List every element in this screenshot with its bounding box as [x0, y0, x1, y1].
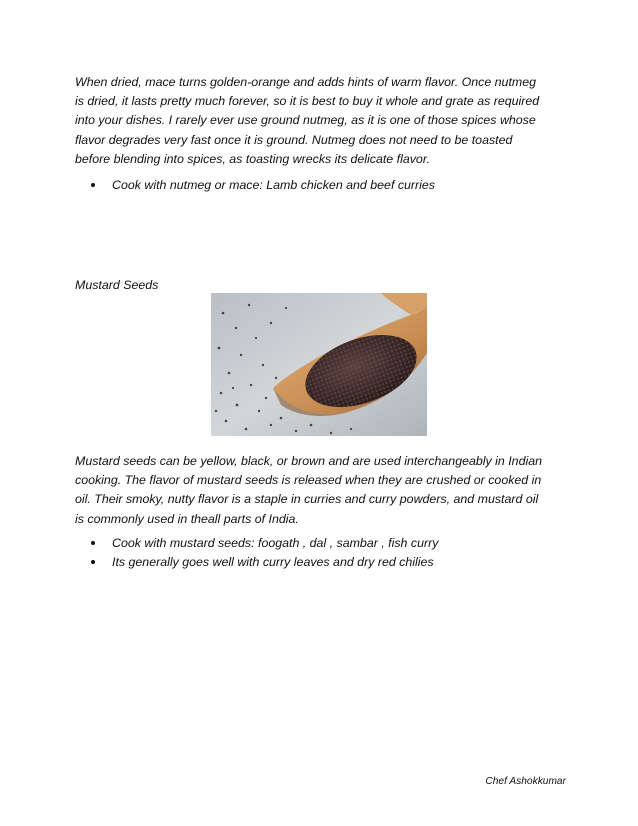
footer-author: Chef Ashokkumar — [485, 776, 566, 787]
mace-paragraph — [75, 73, 570, 169]
paragraph-line: into your dishes. I rarely ever use ground nutmeg, as it is one of those spices whose — [75, 113, 536, 128]
paragraph-line: Mustard seeds can be yellow, black, or brown and are used interchangeably in Indian — [75, 454, 542, 468]
mustard-seeds-on-wooden-scoop-image — [211, 293, 427, 436]
paragraph-line: before blending into spices, as toasting wrecks its delicate flavor. — [75, 151, 430, 166]
paragraph-line: flavor degrades very fast once it is ground. Nutmeg does not need to be toasted — [75, 132, 513, 147]
list-item-text: Cook with nutmeg or mace: Lamb chicken and beef curries — [112, 178, 436, 192]
nutmeg-bullet-list — [75, 176, 570, 195]
paragraph-line: When dried, mace turns golden-orange and adds hints of warm flavor. Once nutmeg — [75, 75, 536, 89]
mustard-paragraph — [75, 452, 570, 529]
paragraph-line: is commonly used in theall parts of India. — [75, 511, 299, 526]
paragraph-line: is dried, it lasts pretty much forever, so it is best to buy it whole and grate as required — [75, 94, 540, 109]
bullet-icon — [91, 541, 95, 545]
list-item — [75, 176, 570, 195]
bullet-icon — [91, 560, 95, 564]
list-item — [75, 534, 570, 553]
list-item-text: Its generally goes well with curry leaves and dry red chilies — [112, 554, 434, 569]
mustard-seeds-heading: Mustard Seeds — [75, 278, 159, 292]
list-item-text: Cook with mustard seeds: foogath , dal , sambar , fish curry — [112, 536, 439, 550]
paragraph-line: oil. Their smoky, nutty flavor is a staple in curries and curry powders, and mustard oil — [75, 492, 539, 507]
list-item — [75, 553, 570, 572]
bullet-icon — [91, 183, 95, 187]
mustard-bullet-list — [75, 534, 570, 571]
paragraph-line: cooking. The flavor of mustard seeds is released when they are crushed or cooked in — [75, 473, 542, 488]
